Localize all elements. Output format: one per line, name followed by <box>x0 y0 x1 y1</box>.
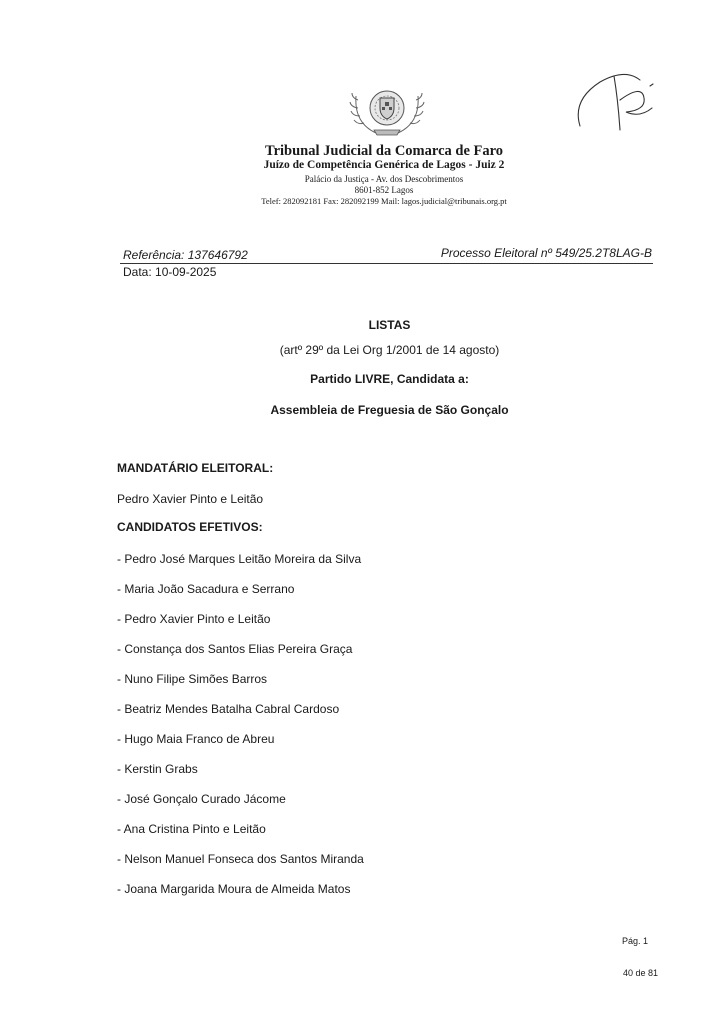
document-title: LISTAS <box>368 318 411 332</box>
legal-article: (artº 29º da Lei Org 1/2001 de 14 agosto) <box>279 343 500 357</box>
court-contact: Telef: 282092181 Fax: 282092199 Mail: lagos.judicial@tribunais.org.pt <box>261 196 507 206</box>
party-line: Partido LIVRE, Candidata a: <box>310 372 469 386</box>
assembly-name: Assembleia de Freguesia de São Gonçalo <box>270 403 509 417</box>
court-address-line2: 8601-852 Lagos <box>354 185 414 195</box>
list-item: - Nelson Manuel Fonseca dos Santos Miranda <box>117 852 364 866</box>
list-item: - Beatriz Mendes Batalha Cabral Cardoso <box>117 702 340 716</box>
court-address-line1: Palácio da Justiça - Av. dos Descobrimentos <box>304 174 464 184</box>
reference-number: Referência: 137646792 <box>123 248 248 262</box>
handwritten-signature <box>570 60 670 140</box>
juizo-name: Juízo de Competência Genérica de Lagos - Juiz 2 <box>263 159 505 171</box>
coat-of-arms-emblem <box>346 78 428 140</box>
page-count: 40 de 81 <box>622 968 658 978</box>
list-item: - Ana Cristina Pinto e Leitão <box>117 822 266 836</box>
list-item: - José Gonçalo Curado Jácome <box>117 792 286 806</box>
list-item: - Nuno Filipe Simões Barros <box>117 672 268 686</box>
list-item: - Pedro José Marques Leitão Moreira da Silva <box>117 552 362 566</box>
list-item: - Hugo Maia Franco de Abreu <box>117 732 275 746</box>
list-item: - Kerstin Grabs <box>117 762 198 776</box>
process-number: Processo Eleitoral nº 549/25.2T8LAG-B <box>440 246 652 260</box>
reference-divider <box>120 263 653 264</box>
page-number: Pág. 1 <box>621 936 648 946</box>
mandatario-heading: MANDATÁRIO ELEITORAL: <box>117 461 274 475</box>
document-date: Data: 10-09-2025 <box>123 265 217 279</box>
list-item: - Constança dos Santos Elias Pereira Graça <box>117 642 353 656</box>
mandatario-name: Pedro Xavier Pinto e Leitão <box>117 492 264 506</box>
candidate-list <box>117 551 364 911</box>
list-item: - Pedro Xavier Pinto e Leitão <box>117 612 271 626</box>
court-name: Tribunal Judicial da Comarca de Faro <box>264 143 504 159</box>
list-item: - Maria João Sacadura e Serrano <box>117 582 295 596</box>
candidatos-heading: CANDIDATOS EFETIVOS: <box>117 520 263 534</box>
list-item: - Joana Margarida Moura de Almeida Matos <box>117 882 351 896</box>
